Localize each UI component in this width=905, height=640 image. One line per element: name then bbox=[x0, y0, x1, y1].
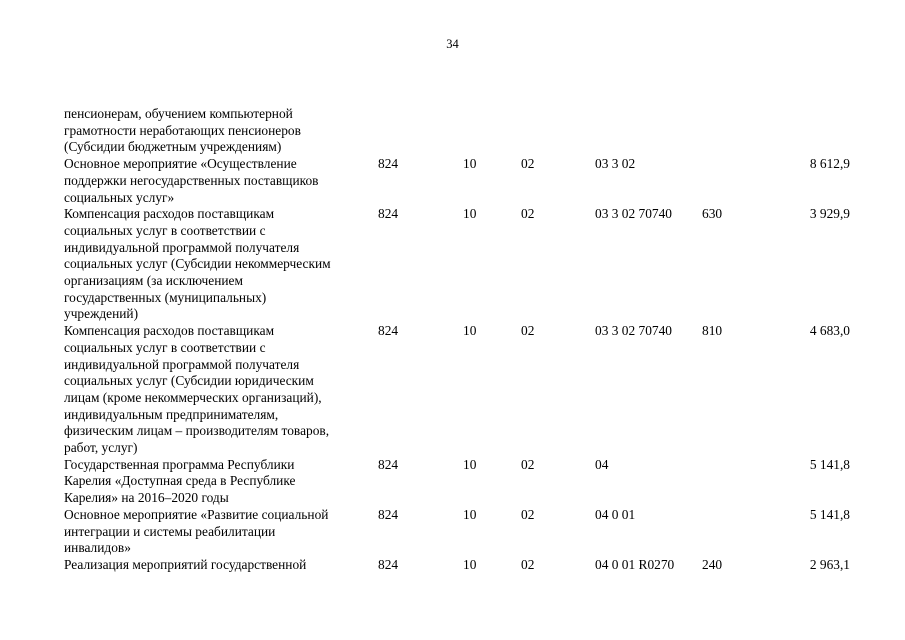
row-ministry-code: 824 bbox=[378, 456, 399, 472]
row-subsection-code: 02 bbox=[521, 506, 535, 522]
row-subsection-code: 02 bbox=[521, 156, 535, 172]
row-ministry-code: 824 bbox=[378, 556, 399, 572]
table-row bbox=[64, 457, 864, 507]
row-amount: 5 141,8 bbox=[809, 506, 850, 522]
row-section-code: 10 bbox=[463, 156, 477, 172]
row-subsection-code: 02 bbox=[521, 556, 535, 572]
row-amount: 3 929,9 bbox=[809, 206, 850, 222]
budget-table bbox=[64, 106, 864, 574]
row-amount: 2 963,1 bbox=[809, 556, 850, 572]
row-section-code: 10 bbox=[463, 556, 477, 572]
row-article-code: 04 bbox=[595, 456, 609, 472]
row-name: пенсионерам, обучением компьютерной грамотности неработающих пенсионеров (Субсидии бюджетным учреждениям) bbox=[64, 106, 301, 155]
row-amount: 4 683,0 bbox=[809, 323, 850, 339]
row-ministry-code: 824 bbox=[378, 156, 399, 172]
table-row bbox=[64, 557, 864, 574]
table-row bbox=[64, 106, 864, 156]
row-name: Государственная программа Республики Карелия «Доступная среда в Республике Карелия» на 2016–2020 годы bbox=[64, 456, 296, 506]
row-section-code: 10 bbox=[463, 323, 477, 339]
row-expense-type-code: 630 bbox=[702, 206, 723, 222]
row-amount: 8 612,9 bbox=[809, 156, 850, 172]
row-name: Компенсация расходов поставщикам социальных услуг в соответствии с индивидуальной программой получателя социальных услуг (Субсидии юридическим лицам (кроме некоммерческих организаций), индивидуальным предпринимателям, физическим лицам – производителям товаров, работ, услуг) bbox=[64, 323, 330, 456]
row-amount: 5 141,8 bbox=[809, 456, 850, 472]
row-name: Основное мероприятие «Развитие социальной интеграции и системы реабилитации инвалидов» bbox=[64, 506, 329, 556]
row-article-code: 04 0 01 R0270 bbox=[595, 556, 675, 572]
row-article-code: 03 3 02 bbox=[595, 156, 636, 172]
row-name: Основное мероприятие «Осуществление поддержки негосударственных поставщиков социальных услуг» bbox=[64, 156, 319, 205]
row-article-code: 03 3 02 70740 bbox=[595, 206, 672, 222]
row-expense-type-code: 810 bbox=[702, 323, 723, 339]
row-ministry-code: 824 bbox=[378, 206, 399, 222]
row-section-code: 10 bbox=[463, 456, 477, 472]
table-row bbox=[64, 507, 864, 557]
row-subsection-code: 02 bbox=[521, 456, 535, 472]
table-row bbox=[64, 156, 864, 206]
row-name: Реализация мероприятий государственной bbox=[64, 556, 307, 572]
row-ministry-code: 824 bbox=[378, 323, 399, 339]
row-expense-type-code: 240 bbox=[702, 556, 723, 572]
row-subsection-code: 02 bbox=[521, 206, 535, 222]
row-name: Компенсация расходов поставщикам социальных услуг в соответствии с индивидуальной программой получателя социальных услуг (Субсидии некоммерческим организациям (за исключением государственных (муниципальных) учреждений) bbox=[64, 206, 331, 322]
page-number: 34 bbox=[446, 37, 459, 51]
row-section-code: 10 bbox=[463, 206, 477, 222]
row-article-code: 03 3 02 70740 bbox=[595, 323, 672, 339]
row-ministry-code: 824 bbox=[378, 506, 399, 522]
row-section-code: 10 bbox=[463, 506, 477, 522]
table-row bbox=[64, 323, 864, 457]
table-row bbox=[64, 206, 864, 323]
row-article-code: 04 0 01 bbox=[595, 506, 636, 522]
row-subsection-code: 02 bbox=[521, 323, 535, 339]
